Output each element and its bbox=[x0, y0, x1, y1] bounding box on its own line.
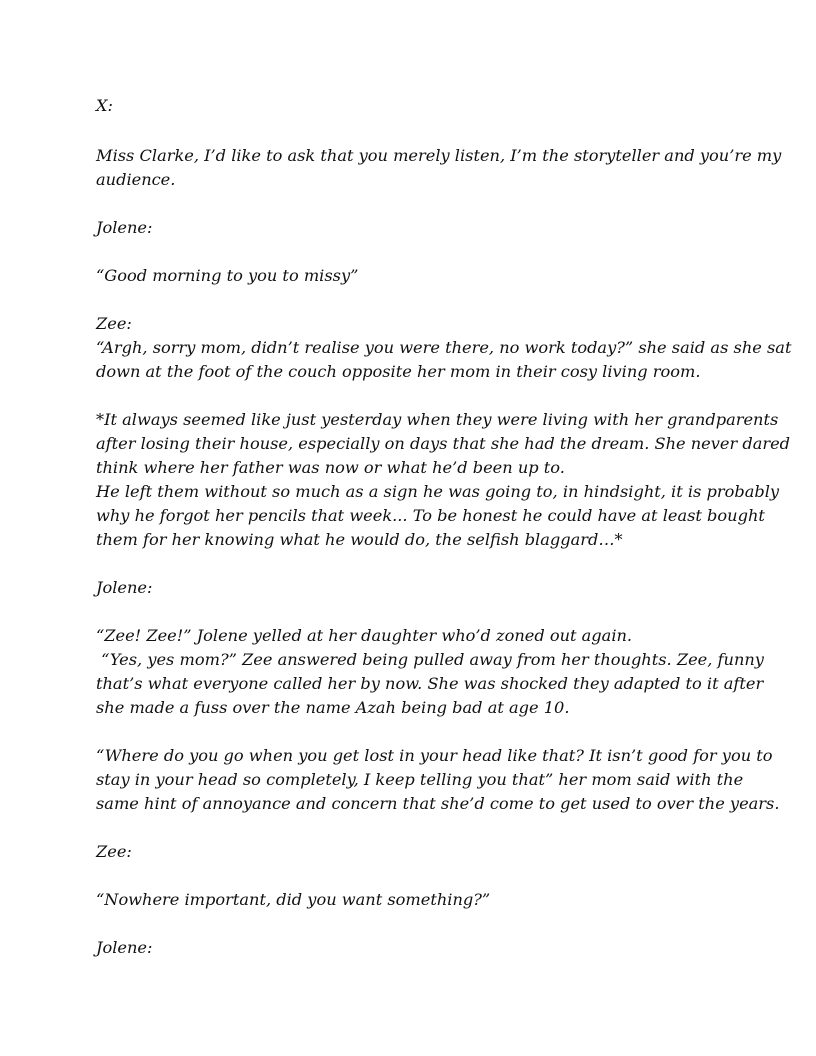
speaker-label: Zee: bbox=[96, 842, 132, 861]
line: after losing their house, especially on days that she had the dream. She never dared bbox=[96, 434, 791, 453]
line: same hint of annoyance and concern that she’d come to get used to over the years. bbox=[96, 794, 780, 813]
line: why he forgot her pencils that week... To be honest he could have at least bought bbox=[96, 506, 765, 525]
line: “Where do you go when you get lost in your head like that? It isn’t good for you to bbox=[96, 746, 773, 765]
speaker-label: Jolene: bbox=[96, 938, 153, 957]
line: “Argh, sorry mom, didn’t realise you were there, no work today?” she said as she sat bbox=[96, 338, 792, 357]
line: down at the foot of the couch opposite her mom in their cosy living room. bbox=[96, 362, 701, 381]
line: “Nowhere important, did you want something?” bbox=[96, 890, 491, 909]
line: she made a fuss over the name Azah being bad at age 10. bbox=[96, 698, 570, 717]
speaker-label: Jolene: bbox=[96, 578, 153, 597]
line: “Yes, yes mom?” Zee answered being pulled away from her thoughts. Zee, funny bbox=[96, 650, 764, 669]
line: Miss Clarke, I’d like to ask that you merely listen, I’m the storyteller and you’re my bbox=[96, 146, 782, 165]
line: “Zee! Zee!” Jolene yelled at her daughter who’d zoned out again. bbox=[96, 626, 633, 645]
line: stay in your head so completely, I keep telling you that” her mom said with the bbox=[96, 770, 744, 789]
speaker-label: Jolene: bbox=[96, 218, 153, 237]
line: “Good morning to you to missy” bbox=[96, 266, 359, 285]
line: them for her knowing what he would do, the selfish blaggard…* bbox=[96, 530, 623, 549]
speaker-label: Zee: bbox=[96, 314, 132, 333]
line: He left them without so much as a sign he was going to, in hindsight, it is probably bbox=[96, 482, 780, 501]
line: X: bbox=[96, 96, 113, 115]
line: audience. bbox=[96, 170, 176, 189]
line: that’s what everyone called her by now. She was shocked they adapted to it after bbox=[96, 674, 764, 693]
line: *It always seemed like just yesterday when they were living with her grandparents bbox=[96, 410, 779, 429]
line: think where her father was now or what he’d been up to. bbox=[96, 458, 565, 477]
